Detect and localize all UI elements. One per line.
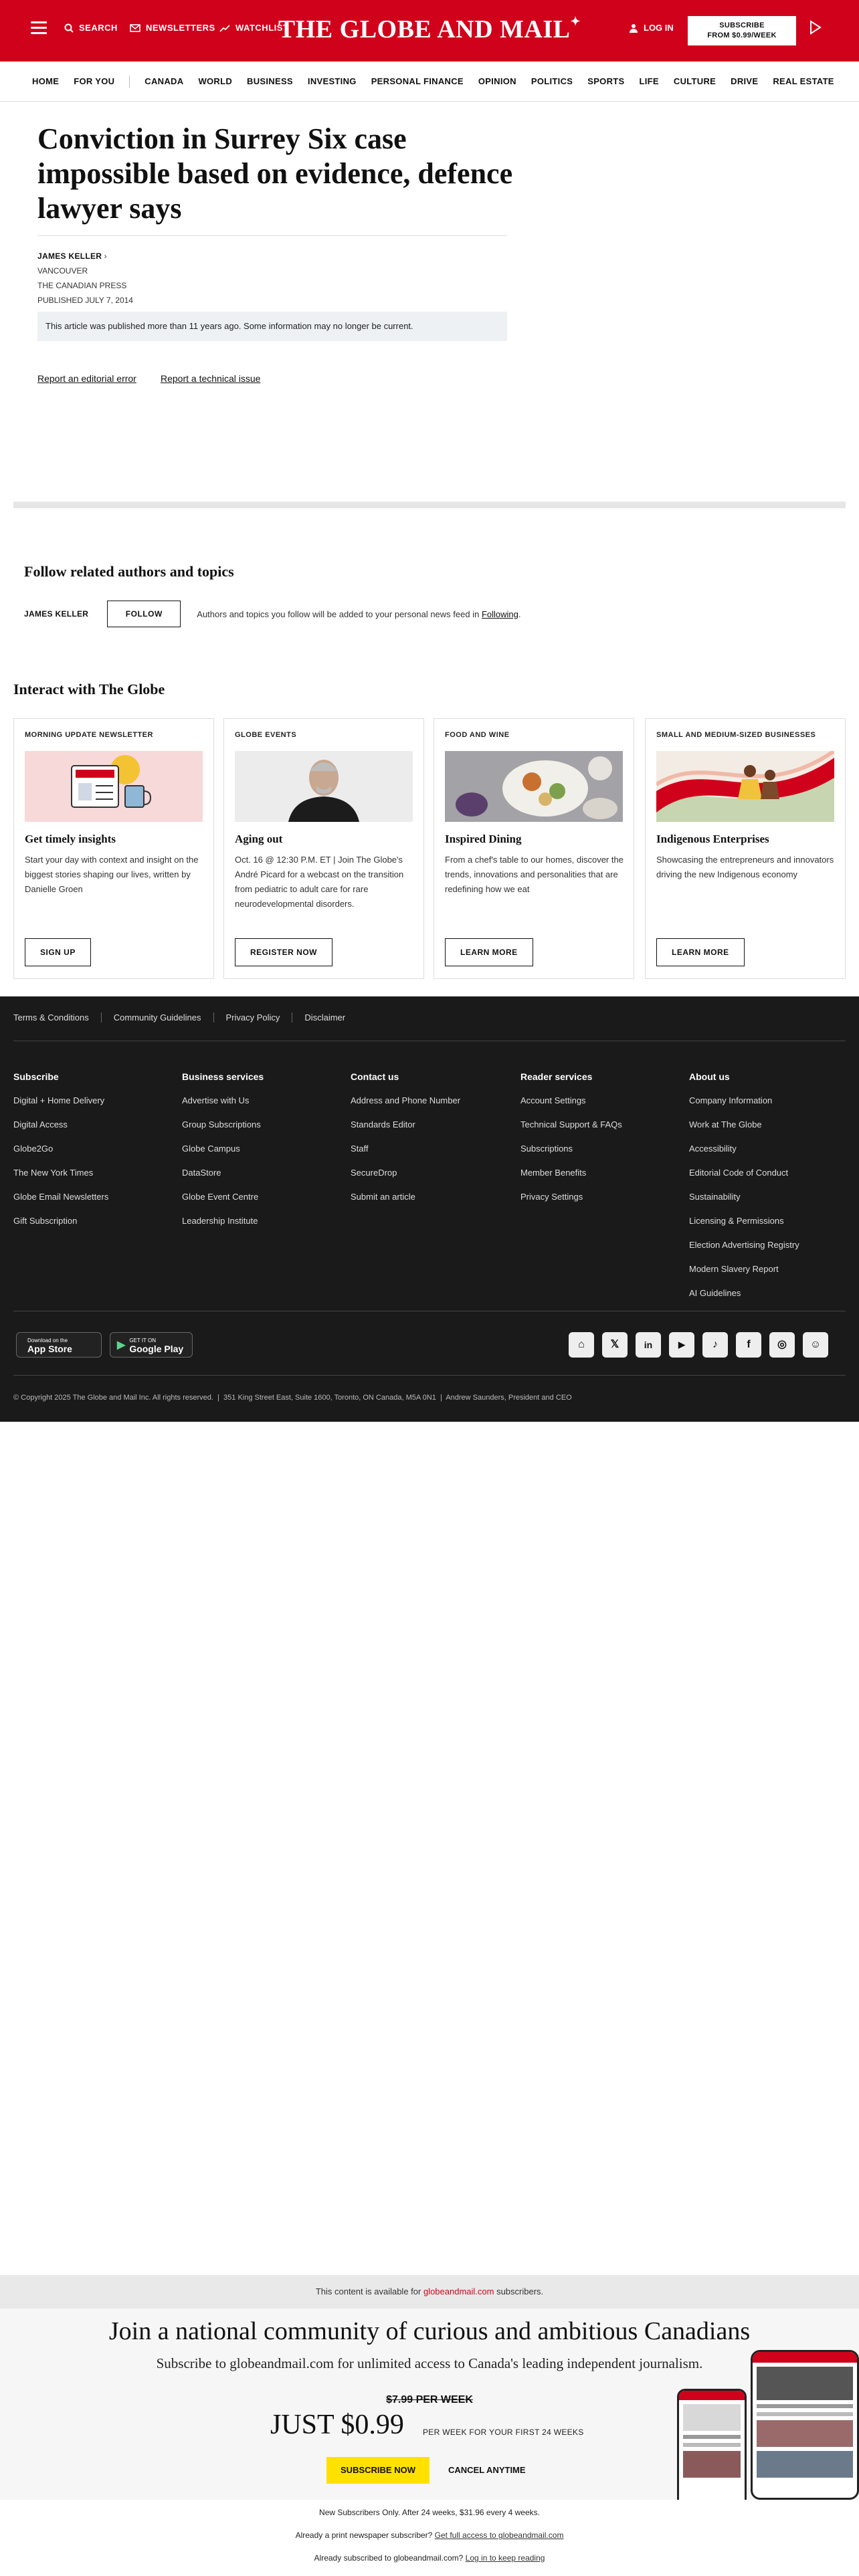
section-divider	[13, 502, 846, 508]
footer-link[interactable]: Staff	[351, 1144, 369, 1154]
app-store-label: App Store	[27, 1344, 72, 1354]
promo-card-newsletter	[13, 718, 214, 979]
card-kicker: MORNING UPDATE NEWSLETTER	[25, 731, 153, 739]
google-play-label: Google Play	[129, 1344, 184, 1354]
instagram-icon[interactable]: ◎	[769, 1332, 795, 1358]
search-icon	[64, 23, 74, 33]
footer-link[interactable]: AI Guidelines	[689, 1288, 741, 1298]
nav-item-for-you[interactable]: FOR YOU	[74, 76, 115, 86]
article-source: THE CANADIAN PRESS	[37, 281, 127, 290]
footer-link[interactable]: Privacy Settings	[520, 1192, 583, 1202]
newsletters-button[interactable]	[130, 23, 215, 33]
search-label: SEARCH	[79, 23, 118, 33]
privacy-policy-link[interactable]: Privacy Policy	[226, 1012, 293, 1023]
speaker-photo	[235, 751, 413, 822]
footer-link[interactable]: Account Settings	[520, 1095, 586, 1105]
header-divider	[37, 235, 507, 236]
footer-link[interactable]: Leadership Institute	[182, 1216, 258, 1226]
indigenous-enterprises-illustration	[656, 751, 834, 822]
new-subscriber-terms: New Subscribers Only. After 24 weeks, $31.96 every 4 weeks.	[319, 2508, 540, 2517]
youtube-icon[interactable]: ▶	[669, 1332, 694, 1358]
card-kicker: SMALL AND MEDIUM-SIZED BUSINESSES	[656, 731, 816, 739]
footer-column-heading: Business services	[182, 1071, 264, 1082]
nav-item-drive[interactable]: DRIVE	[731, 76, 759, 86]
nav-item-culture[interactable]: CULTURE	[673, 76, 717, 86]
footer-link[interactable]: Technical Support & FAQs	[520, 1119, 622, 1130]
card-title: Aging out	[235, 833, 283, 845]
cancel-anytime-label: CANCEL ANYTIME	[448, 2465, 526, 2475]
footer-link[interactable]: Sustainability	[689, 1192, 741, 1202]
footer-column-heading: Contact us	[351, 1071, 399, 1082]
follow-description	[197, 609, 520, 619]
footer-link[interactable]: Globe Campus	[182, 1144, 240, 1154]
footer-link[interactable]: DataStore	[182, 1168, 221, 1178]
footer-column-heading: Reader services	[520, 1071, 593, 1082]
nav-item-life[interactable]: LIFE	[639, 76, 659, 86]
subscribe-now-button[interactable]: SUBSCRIBE NOW	[326, 2457, 430, 2484]
google-play-small-label: GET IT ON	[129, 1337, 157, 1344]
already-subscribed-text: Already subscribed to globeandmail.com?	[314, 2553, 466, 2563]
follow-row	[24, 601, 520, 627]
nav-item-real-estate[interactable]: REAL ESTATE	[773, 76, 834, 86]
card-kicker: GLOBE EVENTS	[235, 731, 297, 739]
watchlist-label: WATCHLIST	[235, 23, 289, 33]
chevron-right-icon: ›	[104, 251, 107, 261]
report-editorial-error-link[interactable]: Report an editorial error	[37, 373, 136, 384]
tiktok-icon[interactable]: ♪	[702, 1332, 728, 1358]
footer-link[interactable]: Group Subscriptions	[182, 1119, 261, 1130]
google-play-badge[interactable]	[110, 1332, 193, 1358]
nav-item-opinion[interactable]: OPINION	[478, 76, 516, 86]
promo-card-events	[223, 718, 424, 979]
promo-card-food	[434, 718, 634, 979]
login-label: LOG IN	[644, 23, 674, 33]
x-icon[interactable]: 𝕏	[602, 1332, 628, 1358]
terms-link[interactable]: Terms & Conditions	[13, 1012, 102, 1023]
app-store-small-label: Download on the	[27, 1337, 68, 1344]
footer-legal-links	[13, 1012, 369, 1023]
nav-item-canada[interactable]: CANADA	[145, 76, 184, 86]
subscribe-price-label: FROM $0.99/WEEK	[707, 31, 777, 39]
learn-more-button[interactable]: LEARN MORE	[445, 938, 533, 966]
byline	[37, 249, 133, 308]
footer-column-heading: About us	[689, 1071, 730, 1082]
footer-link[interactable]: Company Information	[689, 1095, 773, 1105]
nav-divider	[129, 76, 130, 88]
footer-link[interactable]: Editorial Code of Conduct	[689, 1168, 789, 1178]
follow-button[interactable]: FOLLOW	[107, 601, 181, 627]
register-now-button[interactable]: REGISTER NOW	[235, 938, 332, 966]
footer-column-heading: Subscribe	[13, 1071, 59, 1082]
promo-card-indigenous	[645, 718, 846, 979]
card-kicker: FOOD AND WINE	[445, 731, 510, 739]
following-link[interactable]: Following	[481, 609, 518, 619]
follow-text-end: .	[518, 609, 521, 619]
card-description: From a chef's table to our homes, discover the trends, innovations and personalities that are redefining how we eat	[445, 855, 624, 894]
login-button[interactable]	[629, 23, 674, 33]
nav-item-business[interactable]: BUSINESS	[247, 76, 293, 86]
top-bar	[0, 0, 859, 62]
snapchat-icon[interactable]: ☺	[803, 1332, 828, 1358]
login-line	[0, 2553, 859, 2563]
footer-link[interactable]: Work at The Globe	[689, 1119, 762, 1130]
dateline-location: VANCOUVER	[37, 266, 88, 276]
footer-link[interactable]: Member Benefits	[520, 1168, 587, 1178]
learn-more-button[interactable]: LEARN MORE	[656, 938, 745, 966]
newsletters-label: NEWSLETTERS	[146, 23, 215, 33]
promo-price: JUST $0.99	[270, 2409, 404, 2440]
follow-author-name: JAMES KELLER	[24, 609, 89, 619]
report-technical-issue-link[interactable]: Report a technical issue	[161, 373, 261, 384]
paywall-overlay	[0, 2275, 859, 2576]
footer-column-contact	[351, 1065, 460, 1209]
nav-item-home[interactable]: HOME	[32, 76, 60, 86]
footer-link[interactable]: SecureDrop	[351, 1168, 397, 1178]
footer-link[interactable]: Election Advertising Registry	[689, 1240, 799, 1250]
ceo-name: Andrew Saunders, President and CEO	[446, 1394, 572, 1402]
footer-column-reader-services	[520, 1065, 622, 1209]
globeandmail-link[interactable]: globeandmail.com	[423, 2286, 494, 2296]
nav-item-investing[interactable]: INVESTING	[307, 76, 357, 86]
card-title: Inspired Dining	[445, 833, 522, 845]
footer-link[interactable]: The New York Times	[13, 1168, 94, 1178]
footer-link[interactable]: Submit an article	[351, 1192, 415, 1202]
company-address: 351 King Street East, Suite 1600, Toronto, ON Canada, M5A 0N1	[223, 1394, 436, 1402]
card-title: Get timely insights	[25, 833, 116, 845]
footer-link[interactable]: Gift Subscription	[13, 1216, 78, 1226]
follow-text: Authors and topics you follow will be added to your personal news feed in	[197, 609, 482, 619]
nav-item-sports[interactable]: SPORTS	[587, 76, 625, 86]
footer-link[interactable]: Licensing & Permissions	[689, 1216, 784, 1226]
footer-link[interactable]: Standards Editor	[351, 1119, 415, 1130]
original-price: $7.99 PER WEEK	[386, 2394, 473, 2405]
section-nav	[0, 62, 859, 102]
copyright: © Copyright 2025 The Globe and Mail Inc. All rights reserved.	[13, 1394, 213, 1402]
price-period: PER WEEK FOR YOUR FIRST 24 WEEKS	[423, 2428, 584, 2437]
print-subscriber-line	[0, 2531, 859, 2540]
play-icon: ▶	[117, 1339, 126, 1351]
interact-heading: Interact with The Globe	[13, 681, 165, 697]
follow-heading: Follow related authors and topics	[24, 563, 234, 580]
paywall-notice-text: This content is available for	[315, 2286, 423, 2296]
paywall-heading: Join a national community of curious and ambitious Canadians	[108, 2317, 751, 2345]
footer-column-subscribe	[13, 1065, 108, 1233]
dining-photo	[445, 751, 623, 822]
footer-link[interactable]: Subscriptions	[520, 1144, 573, 1154]
age-notice: This article was published more than 11 years ago. Some information may no longer be current.	[37, 312, 507, 341]
card-description: Showcasing the entrepreneurs and innovators driving the new Indigenous economy	[656, 855, 834, 879]
footer-link[interactable]: Advertise with Us	[182, 1095, 250, 1105]
paywall-footer	[0, 2500, 859, 2576]
disclaimer-link[interactable]: Disclaimer	[304, 1012, 346, 1023]
copyright-line: © Copyright 2025 The Globe and Mail Inc. All rights reserved. | 351 King Street East, Suite 1600, Toronto, ON Canada, M5A 0N1 | Andrew Saunders, President and CEO	[13, 1394, 572, 1402]
print-subscriber-text: Already a print newspaper subscriber?	[295, 2531, 435, 2540]
footer-link[interactable]: Digital + Home Delivery	[13, 1095, 105, 1105]
linkedin-icon[interactable]: in	[636, 1332, 661, 1358]
footer-column-about	[689, 1065, 799, 1305]
footer-link[interactable]: Accessibility	[689, 1144, 737, 1154]
community-guidelines-link[interactable]: Community Guidelines	[114, 1012, 214, 1023]
footer-column-business	[182, 1065, 264, 1233]
trend-icon	[219, 24, 230, 32]
footer-link[interactable]: Globe Email Newsletters	[13, 1192, 109, 1202]
menu-icon[interactable]	[31, 21, 47, 35]
published-date: PUBLISHED JULY 7, 2014	[37, 296, 133, 305]
nav-item-world[interactable]: WORLD	[198, 76, 233, 86]
subscribe-label: SUBSCRIBE	[719, 21, 765, 29]
gift-icon[interactable]: ⌂	[569, 1332, 594, 1358]
logo-text[interactable]: THE GLOBE AND MAIL	[278, 15, 571, 43]
login-to-keep-reading-link[interactable]: Log in to keep reading	[465, 2553, 545, 2563]
phone-mockup	[677, 2389, 747, 2509]
app-store-badge[interactable]	[16, 1332, 102, 1358]
paywall-notice-end: subscribers.	[494, 2286, 544, 2296]
paywall-subheading: Subscribe to globeandmail.com for unlimited access to Canada's leading independent journalism.	[156, 2355, 703, 2371]
full-access-link[interactable]: Get full access to globeandmail.com	[434, 2531, 564, 2540]
footer-link[interactable]: Address and Phone Number	[351, 1095, 461, 1105]
article-headline: Conviction in Surrey Six case impossible based on evidence, defence lawyer says	[37, 122, 513, 225]
paywall-notice	[0, 2275, 859, 2309]
footer-link[interactable]: Digital Access	[13, 1119, 68, 1130]
search-button[interactable]	[64, 23, 118, 33]
footer-divider	[13, 1375, 846, 1376]
subscribe-button[interactable]	[688, 16, 796, 45]
footer	[0, 996, 859, 1422]
facebook-icon[interactable]: f	[736, 1332, 761, 1358]
sign-up-button[interactable]: SIGN UP	[25, 938, 91, 966]
nav-item-personal-finance[interactable]: PERSONAL FINANCE	[371, 76, 464, 86]
maple-leaf-icon: ✦	[570, 15, 581, 28]
share-icon[interactable]	[809, 20, 822, 38]
card-description: Start your day with context and insight on the biggest stories shaping our lives, written by Danielle Groen	[25, 855, 199, 894]
footer-link[interactable]: Globe2Go	[13, 1144, 54, 1154]
footer-link[interactable]: Modern Slavery Report	[689, 1264, 779, 1274]
nav-item-politics[interactable]: POLITICS	[531, 76, 573, 86]
user-icon	[629, 23, 638, 33]
tablet-mockup	[751, 2350, 859, 2500]
card-description: Oct. 16 @ 12:30 P.M. ET | Join The Globe's André Picard for a webcast on the transition from pediatric to adult care for rare neurodevelopmental disorders.	[235, 855, 404, 909]
mail-icon	[130, 24, 140, 32]
newsletter-illustration	[25, 751, 203, 822]
footer-link[interactable]: Globe Event Centre	[182, 1192, 259, 1202]
author-link[interactable]: JAMES KELLER	[37, 251, 102, 261]
card-title: Indigenous Enterprises	[656, 833, 769, 845]
